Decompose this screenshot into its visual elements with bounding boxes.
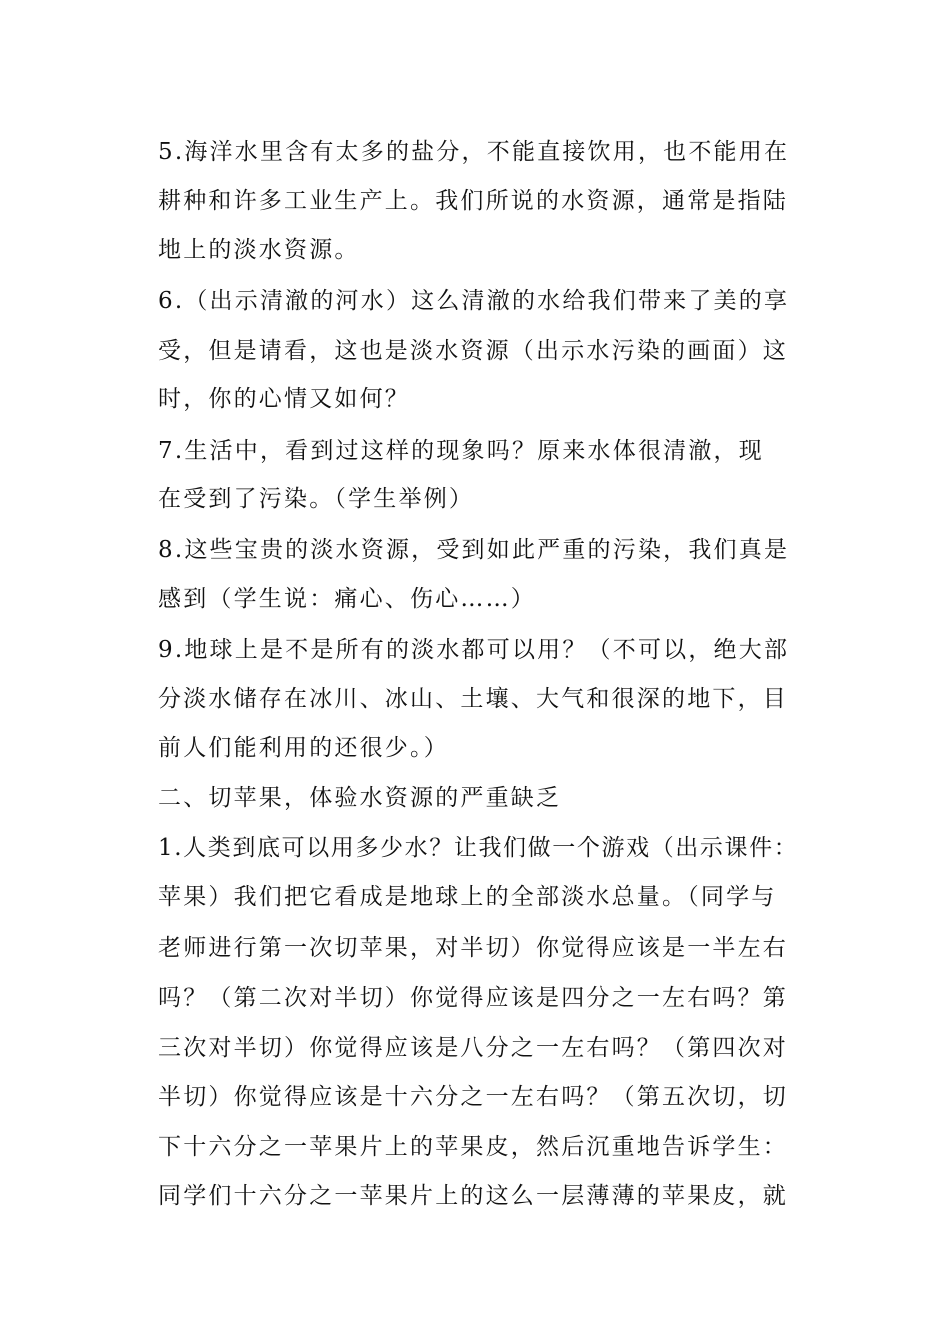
text-line: 5.海洋水里含有太多的盐分，不能直接饮用，也不能用在 (158, 139, 790, 165)
text-line: 受，但是请看，这也是淡水资源（出示水污染的画面）这 (158, 338, 788, 364)
text-line: 9.地球上是不是所有的淡水都可以用？（不可以，绝大部 (158, 637, 790, 663)
text-line: 分淡水储存在冰川、冰山、土壤、大气和很深的地下，目 (158, 686, 788, 712)
text-line: 在受到了污染。（学生举例） (158, 486, 475, 512)
text-line: 8.这些宝贵的淡水资源，受到如此严重的污染，我们真是 (158, 537, 790, 563)
text-line: 地上的淡水资源。 (158, 237, 360, 263)
text-line: 同学们十六分之一苹果片上的这么一层薄薄的苹果皮，就 (158, 1183, 788, 1209)
text-line: 三次对半切）你觉得应该是八分之一左右吗？（第四次对 (158, 1035, 788, 1061)
text-line: 时，你的心情又如何？ (158, 386, 410, 412)
text-line: 感到（学生说：痛心、伤心……） (158, 586, 536, 612)
text-line: 苹果）我们把它看成是地球上的全部淡水总量。（同学与 (158, 884, 777, 910)
text-line: 1.人类到底可以用多少水？让我们做一个游戏（出示课件： (158, 835, 799, 861)
text-line: 耕种和许多工业生产上。我们所说的水资源，通常是指陆 (158, 188, 788, 214)
text-line: 吗？（第二次对半切）你觉得应该是四分之一左右吗？第 (158, 985, 788, 1011)
section-heading: 二、切苹果，体验水资源的严重缺乏 (158, 785, 562, 811)
text-line: 下十六分之一苹果片上的苹果皮，然后沉重地告诉学生： (158, 1134, 788, 1160)
text-line: 老师进行第一次切苹果，对半切）你觉得应该是一半左右 (158, 935, 788, 961)
text-line: 前人们能利用的还很少。） (158, 735, 449, 761)
text-line: 6.（出示清澈的河水）这么清澈的水给我们带来了美的享 (158, 288, 790, 314)
text-line: 半切）你觉得应该是十六分之一左右吗？（第五次切，切 (158, 1084, 788, 1110)
text-line: 7.生活中，看到过这样的现象吗？原来水体很清澈，现 (158, 438, 764, 464)
